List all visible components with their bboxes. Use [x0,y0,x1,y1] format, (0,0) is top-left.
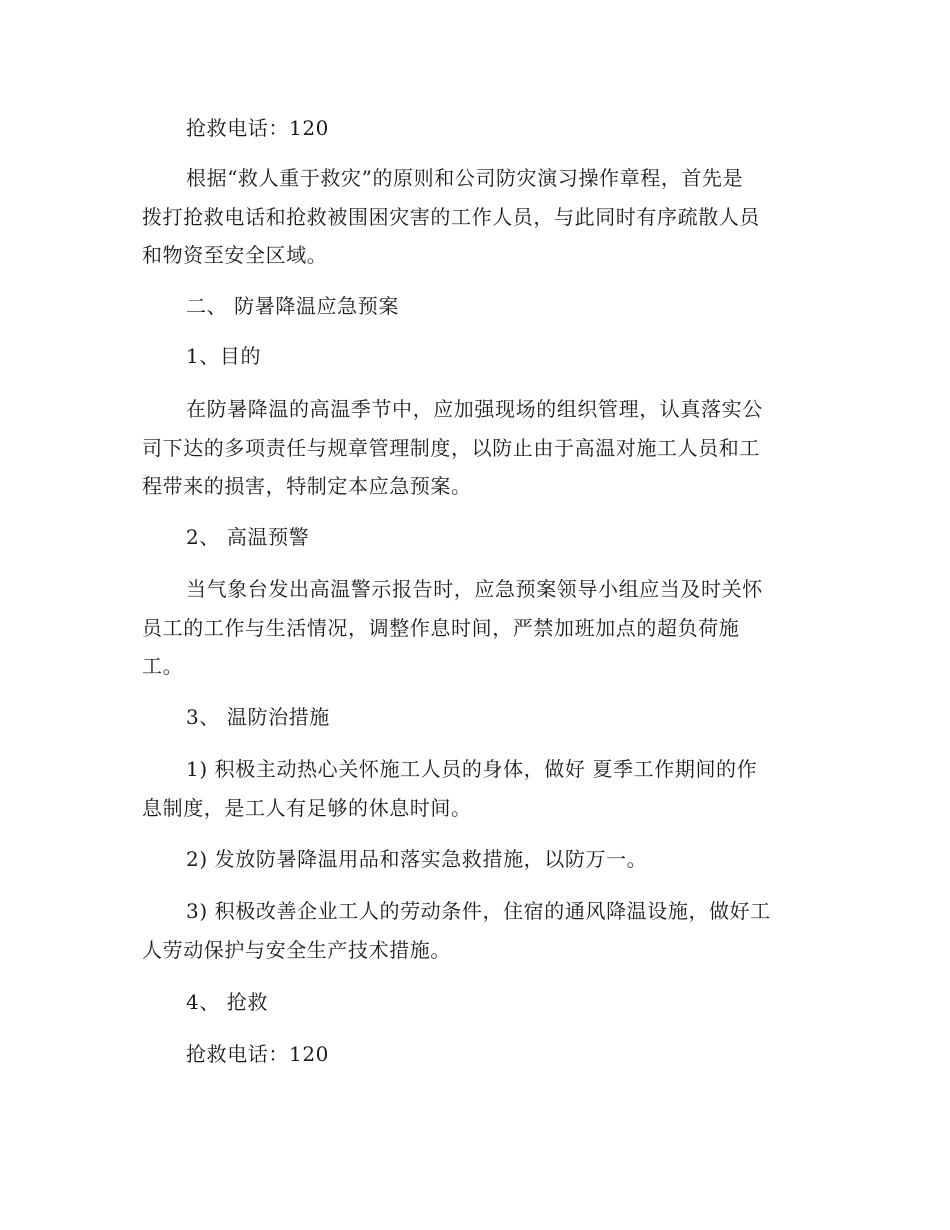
list-item-line: 1) 积极主动热心关怀施工人员的身体，做好 夏季工作期间的作 [186,757,758,781]
paragraph-line: 和物资至安全区域。 [142,243,328,267]
paragraph-line: 工。 [142,654,184,678]
list-item-line: 息制度，是工人有足够的休息时间。 [142,796,472,820]
subsection-heading: 1、目的 [186,344,262,368]
list-item-line: 人劳动保护与安全生产技术措施。 [142,938,451,962]
list-item-line: 2) 发放防暑降温用品和落实急救措施，以防万一。 [186,847,648,871]
subsection-heading: 2、 高温预警 [186,525,310,549]
rescue-phone-line: 抢救电话：120 [186,1042,329,1066]
paragraph-line: 拨打抢救电话和抢救被围困灾害的工作人员，与此同时有序疏散人员 [142,205,760,229]
paragraph-line: 当气象台发出高温警示报告时，应急预案领导小组应当及时关怀 [186,577,763,601]
section-heading: 二、 防暑降温应急预案 [186,294,399,318]
paragraph-line: 员工的工作与生活情况，调整作息时间，严禁加班加点的超负荷施 [142,616,740,640]
rescue-phone-line: 抢救电话：120 [186,116,329,140]
paragraph-line: 根据“救人重于救灾”的原则和公司防灾演习操作章程，首先是 [186,166,744,190]
subsection-heading: 4、 抢救 [186,990,269,1014]
paragraph-line: 程带来的损害，特制定本应急预案。 [142,474,472,498]
subsection-heading: 3、 温防治措施 [186,705,330,729]
paragraph-line: 在防暑降温的高温季节中，应加强现场的组织管理，认真落实公 [186,397,763,421]
list-item-line: 3) 积极改善企业工人的劳动条件，住宿的通风降温设施，做好工 [186,899,771,923]
paragraph-line: 司下达的多项责任与规章管理制度，以防止由于高温对施工人员和工 [142,436,760,460]
